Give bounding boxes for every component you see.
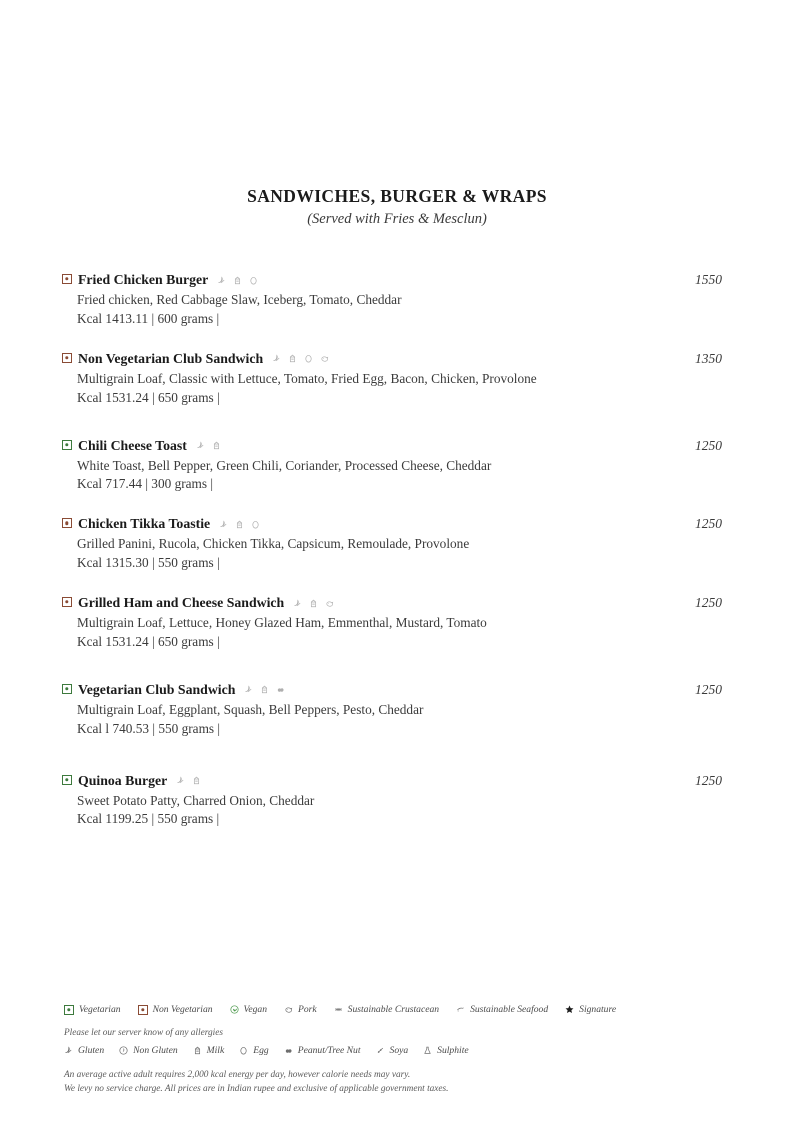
menu-item-description: Sweet Potato Patty, Charred Onion, Cheddar: [77, 792, 315, 808]
menu-item-price: 1250: [695, 772, 722, 788]
menu-item-title-group: [62, 595, 334, 611]
menu-item-name: Vegetarian Club Sandwich: [78, 681, 236, 697]
gluten-icon: [64, 1046, 73, 1055]
gluten-icon: [244, 685, 253, 694]
gluten-icon: [217, 276, 226, 285]
menu-item-title-group: [62, 682, 285, 698]
legend-entry: [230, 1004, 267, 1015]
legend-label: Pork: [298, 1004, 317, 1015]
menu-item-title-group: [62, 516, 260, 532]
section-subtitle: (Served with Fries & Mesclun): [307, 210, 487, 227]
menu-item-nutrition: Kcal 717.44 | 300 grams |: [77, 476, 214, 492]
disclaimer-line-1: An average active adult requires 2,000 kcal energy per day, however calorie needs may vary.: [64, 1070, 411, 1080]
milk-icon: [233, 276, 242, 285]
crustacean-icon: [334, 1005, 343, 1014]
vegetarian-marker-icon: [64, 1005, 74, 1015]
menu-item-title-group: [62, 773, 201, 789]
menu-item[interactable]: [62, 438, 722, 495]
page-title: SANDWICHES, BURGER & WRAPS: [247, 186, 547, 206]
allergen-label: Non Gluten: [133, 1045, 178, 1056]
legend-entry: [64, 1004, 121, 1015]
menu-item-header: [62, 773, 722, 789]
gluten-icon: [176, 776, 185, 785]
vegan-icon: [230, 1005, 239, 1014]
menu-item[interactable]: [62, 272, 722, 329]
star-icon: [565, 1005, 574, 1014]
legend-entry: [284, 1004, 317, 1015]
legend-label: Vegan: [243, 1004, 267, 1015]
legend-label: Sustainable Seafood: [470, 1004, 549, 1015]
menu-item[interactable]: [62, 516, 722, 573]
menu-item-description: Multigrain Loaf, Lettuce, Honey Glazed Ham, Emmenthal, Mustard, Tomato: [77, 615, 487, 630]
allergen-entry: [64, 1045, 104, 1056]
non-vegetarian-marker-icon: [138, 1005, 148, 1015]
peanut-tree-nut-icon: [276, 685, 285, 694]
non-vegetarian-marker-icon: [62, 274, 72, 284]
menu-item-nutrition: Kcal l 740.53 | 550 grams |: [77, 720, 221, 736]
legend-entry: [334, 1004, 439, 1015]
non-vegetarian-marker-icon: [62, 518, 72, 528]
egg-icon: [304, 354, 313, 363]
menu-item-nutrition: Kcal 1315.30 | 550 grams |: [77, 555, 220, 571]
menu-item-nutrition: Kcal 1531.24 | 650 grams |: [77, 389, 220, 405]
pork-icon: [284, 1005, 293, 1014]
allergen-label: Sulphite: [437, 1045, 469, 1056]
allergen-label: Gluten: [78, 1045, 105, 1056]
menu-item-description: Grilled Panini, Rucola, Chicken Tikka, Capsicum, Remoulade, Provolone: [77, 536, 470, 552]
menu-item-description: Fried chicken, Red Cabbage Slaw, Iceberg, Tomato, Cheddar: [77, 292, 402, 307]
menu-item-price: 1250: [695, 516, 722, 532]
menu-item-tag-icons: [196, 441, 221, 450]
milk-icon: [260, 685, 269, 694]
menu-item-name: Fried Chicken Burger: [78, 272, 209, 287]
menu-item-header: [62, 438, 722, 454]
disclaimer-line-2: We levy no service charge. All prices are in Indian rupee and exclusive of applicable government taxes.: [64, 1083, 449, 1094]
menu-item-title-group: [62, 272, 258, 288]
allergen-label: Egg: [253, 1045, 269, 1056]
non-gluten-icon: [119, 1046, 128, 1055]
menu-item-nutrition: Kcal 1531.24 | 650 grams |: [77, 633, 220, 649]
non-vegetarian-marker-icon: [62, 597, 72, 607]
menu-item-price: 1250: [695, 437, 722, 453]
milk-icon: [288, 354, 297, 363]
allergy-note: Please let our server know of any allergies: [64, 1028, 223, 1038]
egg-icon: [251, 520, 260, 529]
menu-item-header: [62, 272, 722, 288]
menu-item-nutrition: Kcal 1199.25 | 550 grams |: [77, 811, 220, 827]
milk-icon: [193, 1046, 202, 1055]
menu-item-description: White Toast, Bell Pepper, Green Chili, Coriander, Processed Cheese, Cheddar: [77, 457, 492, 473]
legend-label: Non Vegetarian: [152, 1004, 213, 1015]
menu-item[interactable]: [62, 773, 722, 830]
allergen-label: Peanut/Tree Nut: [297, 1045, 361, 1056]
sulphite-icon: [423, 1046, 432, 1055]
menu-item-price: 1350: [695, 350, 722, 366]
menu-item-tag-icons: [293, 599, 334, 608]
menu-item[interactable]: [62, 351, 722, 408]
allergen-entry: [423, 1045, 468, 1056]
menu-item[interactable]: [62, 595, 722, 652]
menu-item-price: 1250: [695, 595, 722, 610]
legend-entry: [138, 1004, 213, 1015]
allergen-entry: [239, 1045, 268, 1056]
menu-item-description: Multigrain Loaf, Classic with Lettuce, Tomato, Fried Egg, Bacon, Chicken, Provolone: [77, 370, 537, 386]
legend-entry: [565, 1004, 616, 1015]
allergen-entry: [119, 1045, 178, 1056]
gluten-icon: [219, 520, 228, 529]
legend-entry: [456, 1004, 548, 1015]
menu-item-name: Chili Cheese Toast: [78, 437, 187, 453]
section-header: [0, 186, 794, 228]
legend-label: Signature: [579, 1004, 617, 1015]
seafood-icon: [456, 1005, 465, 1014]
disclaimer: [64, 1069, 744, 1097]
menu-item-name: Quinoa Burger: [78, 772, 168, 788]
soya-icon: [376, 1046, 385, 1055]
menu-item-tag-icons: [176, 776, 201, 785]
menu-item-tag-icons: [244, 685, 285, 694]
menu-item-nutrition: Kcal 1413.11 | 600 grams |: [77, 310, 220, 326]
menu-item-title-group: [62, 351, 329, 367]
menu-item-price: 1550: [695, 272, 722, 287]
menu-item-list: [62, 272, 722, 851]
egg-icon: [239, 1046, 248, 1055]
milk-icon: [212, 441, 221, 450]
allergen-entry: [376, 1045, 409, 1056]
allergen-entry: [284, 1045, 361, 1056]
allergen-entry: [193, 1045, 225, 1056]
allergen-label: Milk: [206, 1045, 225, 1056]
egg-icon: [249, 276, 258, 285]
menu-item-tag-icons: [217, 276, 258, 285]
menu-item-tag-icons: [219, 520, 260, 529]
menu-item-description: Multigrain Loaf, Eggplant, Squash, Bell Peppers, Pesto, Cheddar: [77, 701, 424, 717]
menu-item-name: Non Vegetarian Club Sandwich: [78, 350, 264, 366]
menu-item[interactable]: [62, 682, 722, 739]
vegetarian-marker-icon: [62, 775, 72, 785]
allergen-label: Soya: [389, 1045, 409, 1056]
menu-item-name: Chicken Tikka Toastie: [78, 516, 211, 532]
legend-label: Vegetarian: [79, 1004, 121, 1015]
pork-icon: [320, 354, 329, 363]
menu-footer: [64, 1004, 744, 1097]
vegetarian-marker-icon: [62, 440, 72, 450]
milk-icon: [235, 520, 244, 529]
allergen-legend: [64, 1045, 744, 1056]
menu-item-header: [62, 595, 722, 611]
pork-icon: [325, 599, 334, 608]
menu-item-header: [62, 682, 722, 698]
legend-label: Sustainable Crustacean: [347, 1004, 440, 1015]
menu-item-price: 1250: [695, 681, 722, 697]
gluten-icon: [272, 354, 281, 363]
menu-item-tag-icons: [272, 354, 329, 363]
milk-icon: [309, 599, 318, 608]
menu-item-header: [62, 351, 722, 367]
menu-item-title-group: [62, 438, 221, 454]
non-vegetarian-marker-icon: [62, 353, 72, 363]
gluten-icon: [293, 599, 302, 608]
peanut-tree-nut-icon: [284, 1046, 293, 1055]
gluten-icon: [196, 441, 205, 450]
menu-item-header: [62, 516, 722, 532]
diet-legend: [64, 1004, 744, 1015]
vegetarian-marker-icon: [62, 684, 72, 694]
menu-item-name: Grilled Ham and Cheese Sandwich: [78, 595, 285, 610]
milk-icon: [192, 776, 201, 785]
